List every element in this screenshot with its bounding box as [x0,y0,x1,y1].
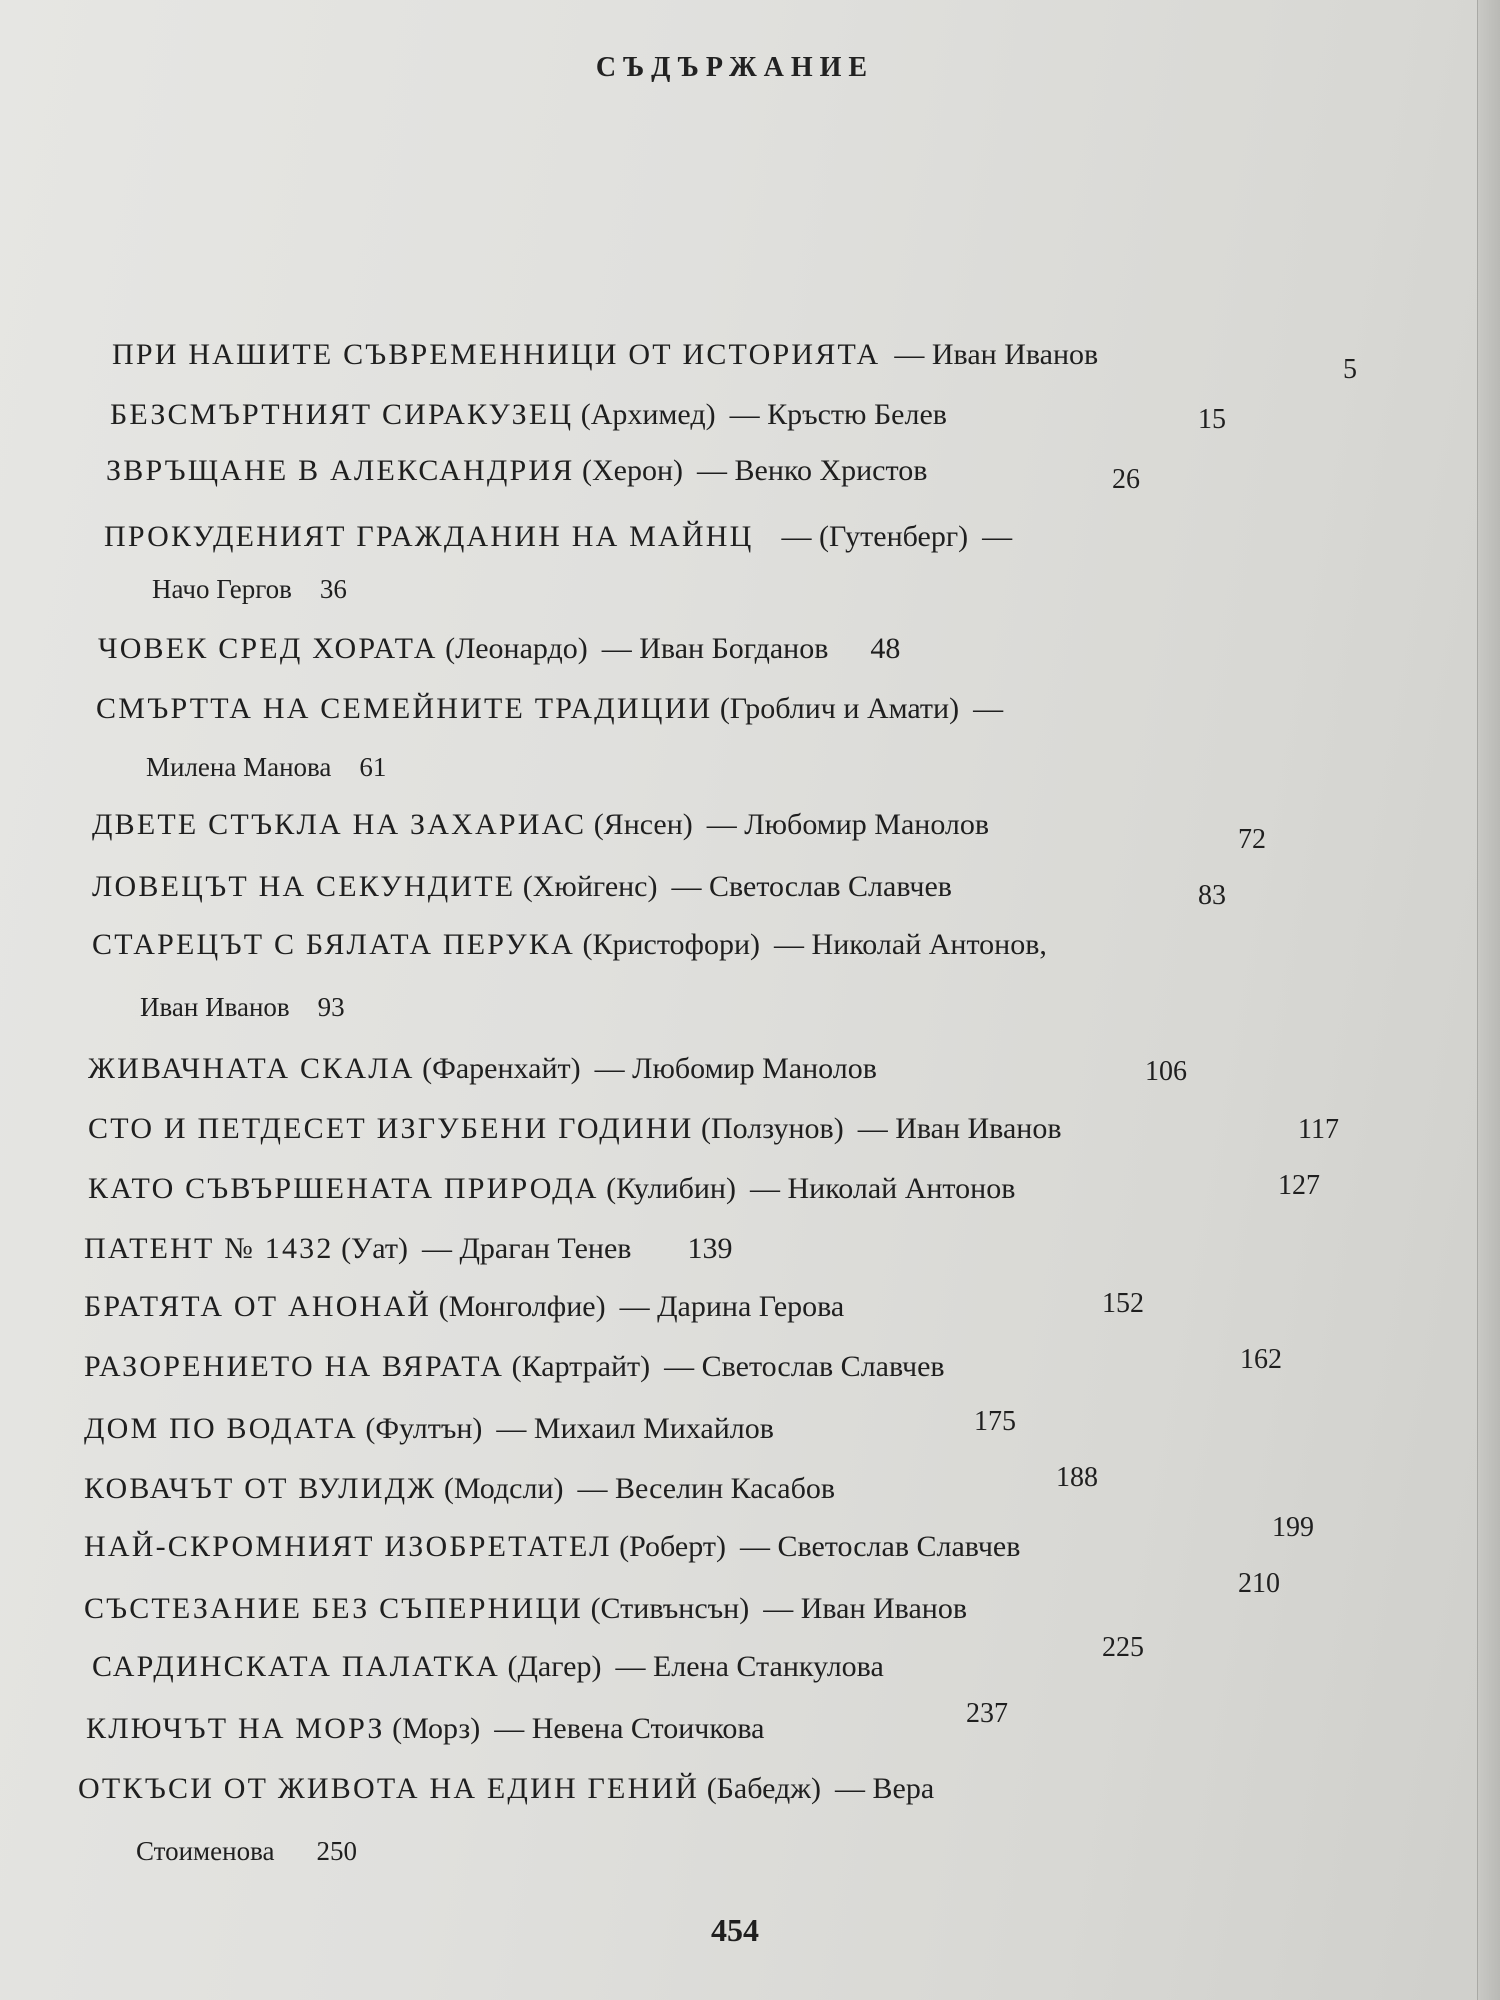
toc-entry [88,1054,877,1084]
entry-subject: (Гроблич и Амати) [719,692,960,725]
entry-author: Веселин Касабов [615,1472,836,1505]
entry-author: Любомир Манолов [632,1052,877,1085]
toc-entry [104,522,1012,552]
entry-author: Иван Иванов [931,338,1099,371]
entry-subject: (Картрайт) [511,1350,651,1383]
entry-dash: — [619,1290,650,1323]
entry-page-number: 48 [870,632,901,665]
page-number: 454 [711,1912,759,1948]
entry-page-number: 210 [1238,1568,1280,1599]
entry-author: Светослав Славчев [701,1350,945,1383]
entry-title: СМЪРТТА НА СЕМЕЙНИТЕ ТРАДИЦИИ [96,692,713,725]
entry-author: Милена Манова [146,752,332,782]
entry-subject: (Ползунов) [701,1112,844,1145]
entry-subject: (Янсен) [593,808,693,841]
entry-author: Начо Гергов [152,574,292,604]
entry-author: Светослав Славчев [709,870,952,903]
entry-dash: — [496,1412,527,1445]
entry-author: Венко Христов [734,454,928,487]
toc-entry [92,810,989,840]
entry-dash: — [982,520,1013,553]
entry-page-number: 72 [1238,824,1266,855]
entry-subject: (Стивънсън) [590,1592,750,1625]
toc-entry [98,634,900,664]
toc-entry [84,1234,732,1264]
entry-title: ЛОВЕЦЪТ НА СЕКУНДИТЕ [92,870,516,903]
entry-author: Иван Иванов [895,1112,1062,1145]
entry-page-number: 5 [1343,354,1357,385]
entry-author: Любомир Манолов [744,808,990,841]
entry-subject: (Дагер) [507,1650,602,1683]
entry-title: ПРОКУДЕНИЯТ ГРАЖДАНИН НА МАЙНЦ [104,520,754,553]
entry-page-number: 26 [1112,464,1140,495]
toc-entry [88,1114,1061,1144]
entry-dash: — [615,1650,646,1683]
entry-dash: — [421,1232,452,1265]
entry-dash: — [781,520,812,553]
entry-dash: — [577,1472,608,1505]
entry-subject: (Бабедж) [706,1772,821,1805]
toc-entry [78,1774,934,1804]
toc-entry-continuation [146,754,386,781]
entry-dash: — [671,870,702,903]
entry-title: САРДИНСКАТА ПАЛАТКА [92,1650,500,1683]
entry-page-number: 225 [1102,1632,1144,1663]
entry-subject: (Архимед) [580,398,716,431]
entry-dash: — [664,1350,695,1383]
entry-author: Стоименова [136,1836,275,1866]
entry-author: Михаил Михайлов [533,1412,774,1445]
toc-entry [106,456,927,486]
entry-author: Вера [872,1772,935,1805]
toc-entry [92,872,952,902]
entry-subject: (Монголфие) [438,1290,606,1323]
entry-title: КОВАЧЪТ ОТ ВУЛИДЖ [84,1472,437,1505]
entry-title: ЖИВАЧНАТА СКАЛА [88,1052,415,1085]
entry-page-number: 199 [1272,1512,1314,1543]
entry-subject: (Фаренхайт) [422,1052,581,1085]
toc-entry [110,400,947,430]
entry-subject: (Роберт) [619,1530,726,1563]
entry-dash: — [763,1592,794,1625]
entry-title: КАТО СЪВЪРШЕНАТА ПРИРОДА [88,1172,599,1205]
entry-author: Драган Тенев [459,1232,632,1265]
entry-page-number: 106 [1145,1056,1187,1087]
toc-entry [84,1594,967,1624]
entry-title: РАЗОРЕНИЕТО НА ВЯРАТА [84,1350,505,1383]
entry-page-number: 117 [1298,1114,1339,1145]
entry-page-number: 175 [974,1406,1016,1437]
entry-author: Николай Антонов [787,1172,1016,1205]
toc-entry-continuation [136,1838,357,1865]
entry-page-number: 61 [359,752,387,782]
entry-page-number: 139 [687,1232,733,1265]
toc-entry [92,930,1047,960]
entry-author: Кръстю Белев [767,398,947,431]
entry-page-number: 152 [1102,1288,1144,1319]
entry-dash: — [774,928,805,961]
entry-dash: — [594,1052,625,1085]
toc-entry [96,694,1003,724]
entry-page-number: 36 [319,574,347,604]
entry-author: Иван Иванов [800,1592,967,1625]
entry-title: НАЙ-СКРОМНИЯТ ИЗОБРЕТАТЕЛ [84,1530,612,1563]
entry-title: ОТКЪСИ ОТ ЖИВОТА НА ЕДИН ГЕНИЙ [78,1772,700,1805]
toc-entry [84,1414,774,1444]
entry-subject: (Хюйгенс) [522,870,658,903]
toc-entry [88,1174,1015,1204]
toc-entry-continuation [152,576,347,603]
entry-subject: (Кулибин) [606,1172,736,1205]
entry-author: Невена Стоичкова [531,1712,765,1745]
entry-title: ЗВРЪЩАНЕ В АЛЕКСАНДРИЯ [106,454,575,487]
entry-dash: — [857,1112,888,1145]
toc-entry [86,1714,765,1744]
entry-author: Светослав Славчев [777,1530,1021,1563]
entry-title: БЕЗСМЪРТНИЯТ СИРАКУЗЕЦ [110,398,574,431]
entry-dash: — [494,1712,525,1745]
entry-subject: (Кристофори) [582,928,761,961]
entry-dash: — [729,398,760,431]
entry-subject: (Гутенберг) [818,520,969,553]
toc-entry-continuation [140,994,345,1021]
entry-title: ЧОВЕК СРЕД ХОРАТА [98,632,438,665]
entry-page-number: 188 [1056,1462,1098,1493]
entry-page-number: 93 [317,992,345,1022]
entry-subject: (Модсли) [443,1472,564,1505]
entry-title: СЪСТЕЗАНИЕ БЕЗ СЪПЕРНИЦИ [84,1592,584,1625]
entry-page-number: 237 [966,1698,1008,1729]
toc-entry [92,1652,884,1682]
entry-title: СТО И ПЕТДЕСЕТ ИЗГУБЕНИ ГОДИНИ [88,1112,694,1145]
entry-title: ДВЕТЕ СТЪКЛА НА ЗАХАРИАС [92,808,587,841]
toc-entry [84,1292,844,1322]
entry-author: Николай Антонов, [811,928,1047,961]
entry-subject: (Фултън) [365,1412,483,1445]
entry-page-number: 127 [1278,1170,1320,1201]
entry-title: ПРИ НАШИТЕ СЪВРЕМЕННИЦИ ОТ ИСТОРИЯТА [112,338,881,371]
page-title: СЪДЪРЖАНИЕ [595,52,875,83]
entry-title: СТАРЕЦЪТ С БЯЛАТА ПЕРУКА [92,928,575,961]
entry-dash: — [835,1772,865,1805]
entry-page-number: 250 [316,1836,357,1866]
entry-page-number: 15 [1198,404,1226,435]
entry-dash: — [697,454,728,487]
entry-author: Иван Богданов [639,632,829,665]
entry-title: ПАТЕНТ № 1432 [84,1232,334,1265]
entry-author: Елена Станкулова [652,1650,884,1683]
toc-entry [84,1474,835,1504]
entry-subject: (Херон) [582,454,684,487]
entry-dash: — [739,1530,770,1563]
entry-dash: — [894,338,925,371]
entry-dash: — [706,808,737,841]
entry-title: БРАТЯТА ОТ АНОНАЙ [84,1290,432,1323]
entry-subject: (Морз) [392,1712,481,1745]
entry-author: Иван Иванов [140,992,290,1022]
page-edge [1477,0,1500,2000]
toc-entry [84,1352,945,1382]
toc-entry [112,340,1098,370]
entry-subject: (Леонардо) [445,632,588,665]
entry-dash: — [973,692,1004,725]
entry-dash: — [749,1172,780,1205]
entry-dash: — [601,632,632,665]
entry-page-number: 162 [1240,1344,1282,1375]
entry-author: Дарина Герова [657,1290,845,1323]
entry-title: КЛЮЧЪТ НА МОРЗ [86,1712,385,1745]
entry-title: ДОМ ПО ВОДАТА [84,1412,358,1445]
entry-page-number: 83 [1198,880,1226,911]
toc-entry [84,1532,1020,1562]
entry-subject: (Уат) [341,1232,408,1265]
